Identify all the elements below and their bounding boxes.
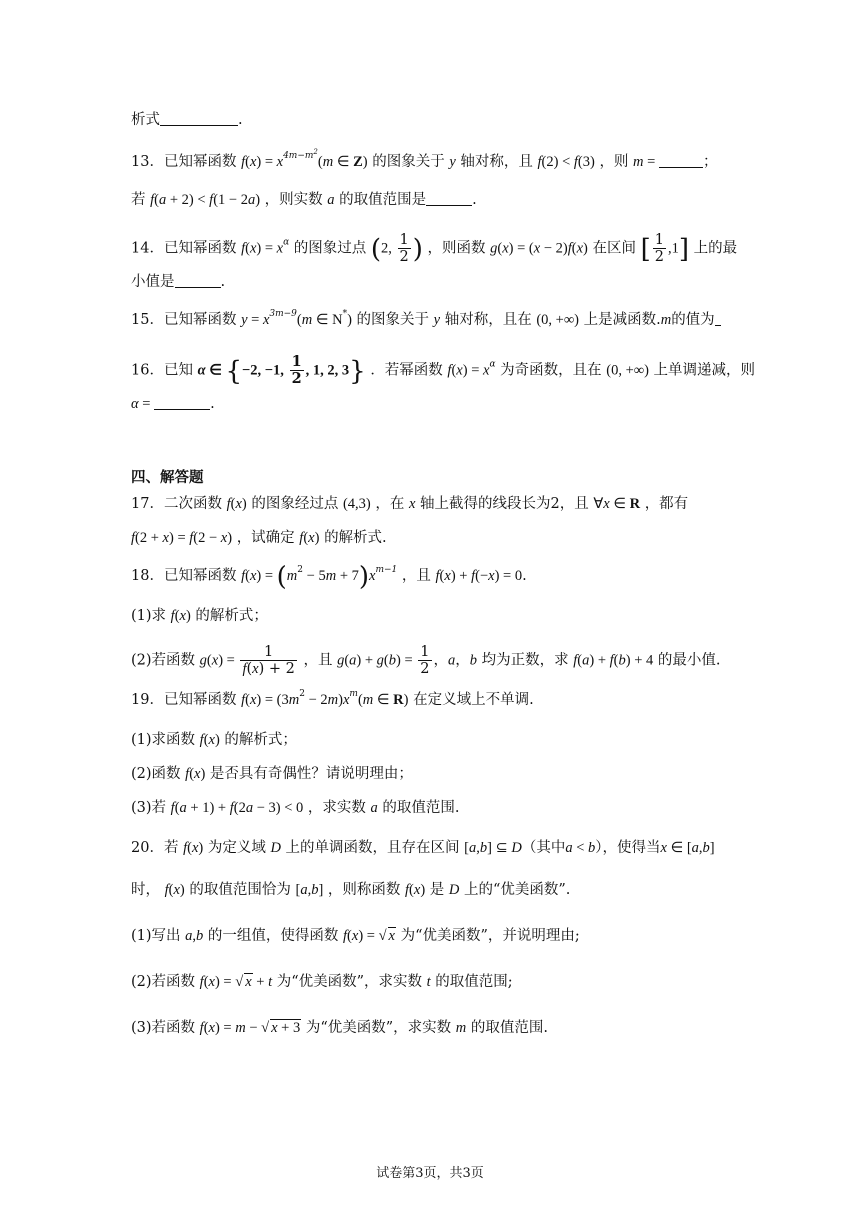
q14-line-2: 小值是 . <box>131 274 226 290</box>
q20-line-1: 20．若 f(x) 为定义域 D 上的单调函数，且存在区间 [a,b] ⊆ D（其中a < b），使得当x ∈ [a,b] <box>131 840 715 856</box>
q20-line-3: (1)写出 a,b 的一组值，使得函数 f(x) = √ x 为“优美函数”，并说明理由; <box>131 928 580 944</box>
answer-blank <box>715 311 721 326</box>
q19-line-2: (1)求函数 f(x) 的解析式； <box>131 732 297 748</box>
q17-line-2: f(2 + x) = f(2 − x) ，试确定 f(x) 的解析式. <box>131 530 387 546</box>
section-heading: 四、解答题 <box>131 469 204 486</box>
answer-blank <box>160 111 238 126</box>
q18-line-2: (1)求 f(x) 的解析式； <box>131 608 268 624</box>
q17-line-1: 17．二次函数 f(x) 的图象经过点 (4,3) ，在 x 轴上截得的线段长为2，且 ∀x ∈ R ，都有 <box>131 496 689 512</box>
answer-blank <box>659 153 703 168</box>
answer-blank <box>426 191 472 206</box>
q20-line-4: (2)若函数 f(x) = √ x + t 为“优美函数”，求实数 t 的取值范围; <box>131 974 513 990</box>
q19-line-4: (3)若 f(a + 1) + f(2a − 3) < 0 ，求实数 a 的取值范围. <box>131 800 460 816</box>
q15-line: 15．已知幂函数 $y = x^{3m-9}(m$ ∈ N*) 的图象关于 y 轴对称，且在 (0, +∞) 上是减函数.m的值为 <box>131 310 721 330</box>
q20-line-2: 时， f(x) 的取值范围恰为 [a,b] ，则称函数 f(x) 是 D 上的“优美函数”. <box>131 882 571 898</box>
answer-blank <box>154 395 210 410</box>
q16-line-2: α = . <box>131 396 215 412</box>
q12-tail-line: 析式 . <box>131 112 243 128</box>
q18-line-3: (2)若函数 g(x) = $\frac{1}{f(x) + 2}$ ，且 g(a) + g(b) = $\frac{1}{2}$ ，a，b 均为正数，求 f(a) + f(b) + 4 的最小值. <box>131 644 721 677</box>
q19-line-3: (2)函数 f(x) 是否具有奇偶性？请说明理由； <box>131 766 413 782</box>
answer-blank <box>175 273 221 288</box>
q13-line-2: 若 f(a + 2) < f(1 − 2a) ，则实数 a 的取值范围是 . <box>131 192 477 208</box>
q13-line-1: 13．已知幂函数 $f(x) = x^{4m-m^2}(m$ ∈ Z) 的图象关于 y 轴对称，且 f(2) < f(3) ，则 m = ； <box>131 148 718 170</box>
page-footer: 试卷第3页，共3页 <box>376 1166 484 1181</box>
q18-line-1: 18．已知幂函数 $f(x) = (m^2 - 5m + 7)x^{m-1}$ ，且 f(x) + f(−x) = 0. <box>131 562 527 592</box>
q14-line-1: 14．已知幂函数 $f(x) = x^\alpha$ 的图象过点 (2, $\frac{1}{2}$ ) ，则函数 g(x) = (x − 2)f(x) 在区间 [ $\frac{1}{2}$ ,1] 上的最 <box>131 232 738 265</box>
q19-line-1: 19．已知幂函数 $f(x) = (3m^2 - 2m)x^m(m$ ∈ R) 在定义域上不单调. <box>131 689 534 708</box>
q20-line-5: (3)若函数 f(x) = m − √ x + 3 为“优美函数”，求实数 m 的取值范围. <box>131 1020 548 1036</box>
q16-line-1: 16．已知 α ∈ {−2, −1, $\frac{1}{2}$ , 1, 2, 3} ．若幂函数 $f(x) = x^\alpha$ 为奇函数，且在 (0, +∞) 上单调递减，则 <box>131 353 756 387</box>
